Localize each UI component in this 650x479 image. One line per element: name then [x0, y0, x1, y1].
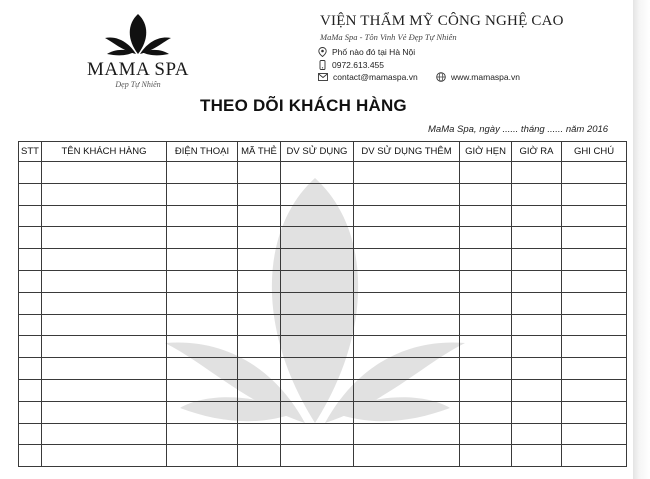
- table-cell: [354, 379, 460, 401]
- table-cell: [562, 183, 627, 205]
- column-header-card-code: MÃ THẺ: [238, 142, 281, 162]
- table-cell: [167, 336, 238, 358]
- table-cell: [238, 423, 281, 445]
- table-cell: [562, 314, 627, 336]
- table-cell: [512, 358, 562, 380]
- table-cell: [460, 445, 512, 467]
- table-cell: [167, 401, 238, 423]
- table-cell: [562, 292, 627, 314]
- location-pin-icon: [318, 47, 327, 57]
- table-cell: [512, 401, 562, 423]
- table-cell: [281, 227, 354, 249]
- table-row: [19, 183, 627, 205]
- table-cell: [562, 401, 627, 423]
- table-cell: [460, 205, 512, 227]
- phone-text: 0972.613.455: [332, 60, 384, 70]
- table-row: [19, 445, 627, 467]
- table-cell: [460, 227, 512, 249]
- table-cell: [281, 423, 354, 445]
- table-cell: [167, 292, 238, 314]
- table-cell: [238, 205, 281, 227]
- page-edge-shadow: [633, 0, 650, 479]
- table-cell: [238, 445, 281, 467]
- envelope-icon: [318, 73, 328, 81]
- table-cell: [281, 183, 354, 205]
- table-cell: [354, 292, 460, 314]
- table-cell: [19, 358, 42, 380]
- table-cell: [167, 445, 238, 467]
- table-cell: [512, 183, 562, 205]
- brand-tagline: Dẹp Tự Nhiên: [115, 80, 161, 89]
- table-cell: [42, 423, 167, 445]
- table-cell: [42, 358, 167, 380]
- table-cell: [512, 314, 562, 336]
- table-cell: [460, 336, 512, 358]
- table-cell: [354, 205, 460, 227]
- table-cell: [354, 314, 460, 336]
- table-cell: [19, 227, 42, 249]
- table-row: [19, 249, 627, 271]
- table-cell: [562, 270, 627, 292]
- table-cell: [167, 183, 238, 205]
- table-cell: [512, 423, 562, 445]
- table-cell: [512, 292, 562, 314]
- table-cell: [354, 249, 460, 271]
- table-cell: [281, 358, 354, 380]
- table-cell: [42, 183, 167, 205]
- table-cell: [354, 445, 460, 467]
- table-cell: [281, 379, 354, 401]
- table-row: [19, 292, 627, 314]
- table-cell: [460, 358, 512, 380]
- table-cell: [460, 292, 512, 314]
- table-cell: [42, 445, 167, 467]
- table-cell: [354, 423, 460, 445]
- email-link[interactable]: contact@mamaspa.vn: [333, 72, 418, 82]
- table-cell: [354, 183, 460, 205]
- table-cell: [238, 314, 281, 336]
- table-cell: [562, 358, 627, 380]
- table-cell: [238, 162, 281, 184]
- globe-icon: [436, 72, 446, 82]
- table-cell: [512, 249, 562, 271]
- table-cell: [42, 314, 167, 336]
- table-cell: [281, 445, 354, 467]
- table-cell: [238, 227, 281, 249]
- table-cell: [19, 249, 42, 271]
- table-header-row: [19, 142, 627, 162]
- brand-logo-block: [78, 10, 198, 90]
- organization-title: VIỆN THẨM MỸ CÔNG NGHỆ CAO: [320, 13, 564, 29]
- column-header-service-used: DV SỬ DỤNG: [281, 142, 354, 162]
- table-cell: [167, 227, 238, 249]
- table-row: [19, 379, 627, 401]
- table-cell: [512, 379, 562, 401]
- table-cell: [167, 423, 238, 445]
- table-row: [19, 423, 627, 445]
- table-cell: [460, 314, 512, 336]
- table-cell: [354, 227, 460, 249]
- table-cell: [19, 205, 42, 227]
- table-cell: [42, 401, 167, 423]
- organization-slogan: MaMa Spa - Tôn Vinh Vẻ Đẹp Tự Nhiên: [320, 32, 457, 42]
- table-cell: [19, 270, 42, 292]
- table-cell: [460, 183, 512, 205]
- phone-icon: [318, 60, 327, 70]
- website-link[interactable]: www.mamaspa.vn: [451, 72, 520, 82]
- table-cell: [19, 379, 42, 401]
- table-cell: [281, 249, 354, 271]
- table-cell: [354, 270, 460, 292]
- address-text: Phố nào đó tại Hà Nội: [332, 47, 416, 57]
- contact-address: [318, 47, 415, 57]
- table-cell: [167, 379, 238, 401]
- table-cell: [354, 401, 460, 423]
- table-cell: [281, 270, 354, 292]
- table-cell: [512, 336, 562, 358]
- table-cell: [19, 183, 42, 205]
- table-cell: [42, 379, 167, 401]
- table-cell: [42, 205, 167, 227]
- table-cell: [512, 205, 562, 227]
- table-row: [19, 401, 627, 423]
- column-header-phone: ĐIỆN THOẠI: [167, 142, 238, 162]
- document-title: THEO DÕI KHÁCH HÀNG: [200, 96, 407, 115]
- table-row: [19, 270, 627, 292]
- table-cell: [238, 292, 281, 314]
- table-cell: [460, 401, 512, 423]
- document-date-line: MaMa Spa, ngày ...... tháng ...... năm 2016: [428, 124, 609, 135]
- table-cell: [167, 358, 238, 380]
- table-cell: [512, 445, 562, 467]
- table-cell: [354, 358, 460, 380]
- table-cell: [562, 162, 627, 184]
- column-header-appointment-time: GIỜ HẸN: [460, 142, 512, 162]
- table-cell: [281, 401, 354, 423]
- table-cell: [238, 249, 281, 271]
- column-header-checkout-time: GIỜ RA: [512, 142, 562, 162]
- contact-email: [318, 72, 418, 82]
- lotus-logo-icon: [103, 10, 173, 58]
- table-cell: [281, 205, 354, 227]
- brand-name: MAMA SPA: [86, 59, 190, 80]
- table-cell: [19, 336, 42, 358]
- table-row: [19, 314, 627, 336]
- table-cell: [42, 162, 167, 184]
- table-cell: [512, 162, 562, 184]
- table-cell: [281, 336, 354, 358]
- table-cell: [354, 162, 460, 184]
- table-cell: [281, 162, 354, 184]
- table-row: [19, 205, 627, 227]
- table-cell: [354, 336, 460, 358]
- table-cell: [167, 249, 238, 271]
- table-cell: [238, 183, 281, 205]
- table-body: [19, 162, 627, 467]
- table-cell: [562, 445, 627, 467]
- table-cell: [512, 270, 562, 292]
- column-header-notes: GHI CHÚ: [562, 142, 627, 162]
- table-cell: [167, 314, 238, 336]
- table-cell: [562, 423, 627, 445]
- table-cell: [19, 292, 42, 314]
- table-cell: [562, 336, 627, 358]
- table-cell: [562, 227, 627, 249]
- table-cell: [562, 205, 627, 227]
- table-cell: [281, 314, 354, 336]
- column-header-stt: STT: [19, 142, 42, 162]
- table-row: [19, 358, 627, 380]
- table-cell: [238, 336, 281, 358]
- table-cell: [19, 445, 42, 467]
- table-cell: [42, 249, 167, 271]
- table-row: [19, 336, 627, 358]
- table-cell: [460, 379, 512, 401]
- table-row: [19, 227, 627, 249]
- column-header-extra-service: DV SỬ DỤNG THÊM: [354, 142, 460, 162]
- table-cell: [562, 249, 627, 271]
- column-header-customer-name: TÊN KHÁCH HÀNG: [42, 142, 167, 162]
- table-cell: [167, 162, 238, 184]
- contact-website: [436, 72, 520, 82]
- table-cell: [42, 270, 167, 292]
- contact-phone: [318, 60, 384, 70]
- table-cell: [238, 379, 281, 401]
- table-cell: [42, 227, 167, 249]
- table-cell: [460, 423, 512, 445]
- table-cell: [281, 292, 354, 314]
- table-cell: [512, 227, 562, 249]
- table-row: [19, 162, 627, 184]
- table-cell: [19, 162, 42, 184]
- table-cell: [238, 401, 281, 423]
- table-cell: [460, 249, 512, 271]
- table-cell: [19, 401, 42, 423]
- customer-tracking-table: [18, 141, 627, 467]
- table-cell: [238, 270, 281, 292]
- table-cell: [460, 162, 512, 184]
- table-cell: [42, 336, 167, 358]
- table-cell: [19, 423, 42, 445]
- table-cell: [562, 379, 627, 401]
- table-cell: [238, 358, 281, 380]
- table-cell: [42, 292, 167, 314]
- table-cell: [460, 270, 512, 292]
- table-cell: [167, 270, 238, 292]
- table-cell: [19, 314, 42, 336]
- table-cell: [167, 205, 238, 227]
